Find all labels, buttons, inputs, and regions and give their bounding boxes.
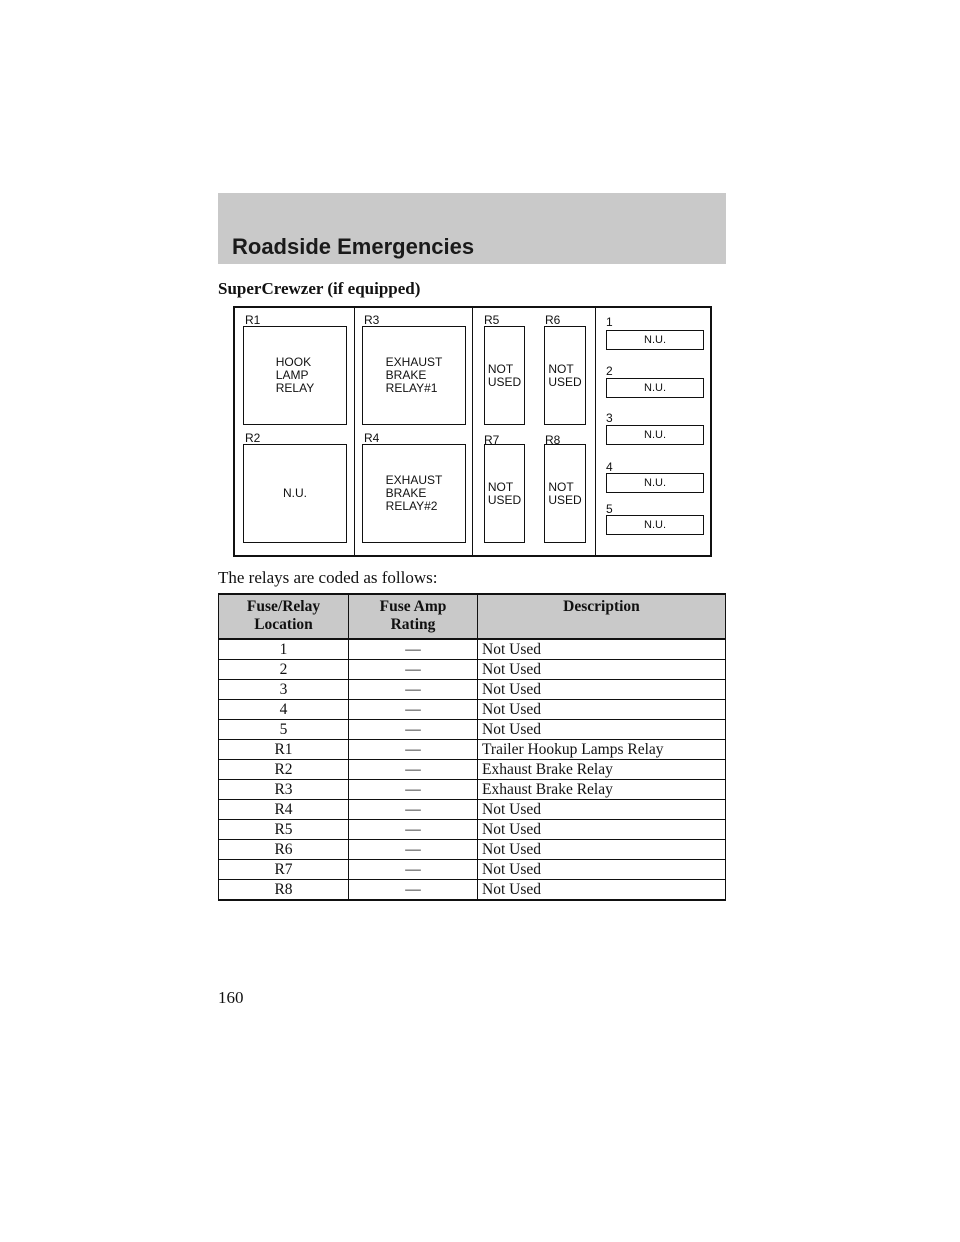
cell-location: R1 <box>219 740 349 760</box>
cell-amp: — <box>349 800 478 820</box>
relay-r1-text: HOOK LAMP RELAY <box>275 355 315 395</box>
fuse-number-5: 5 <box>606 502 613 516</box>
table-row <box>219 720 726 740</box>
cell-amp: — <box>349 680 478 700</box>
table-row <box>219 760 726 780</box>
relay-r3 <box>362 326 466 425</box>
cell-location: R6 <box>219 840 349 860</box>
table-row <box>219 780 726 800</box>
cell-location: 2 <box>219 660 349 680</box>
relay-r8 <box>544 444 586 543</box>
table-row <box>219 740 726 760</box>
diagram-divider-3 <box>595 308 596 555</box>
relay-r3-text: EXHAUST BRAKE RELAY#1 <box>385 355 443 395</box>
relay-r5 <box>484 326 525 425</box>
relay-label-r5: R5 <box>484 313 500 327</box>
cell-location: R7 <box>219 860 349 880</box>
table-row <box>219 800 726 820</box>
cell-amp: — <box>349 700 478 720</box>
relay-label-r6: R6 <box>545 313 561 327</box>
table-row <box>219 880 726 901</box>
cell-description: Exhaust Brake Relay <box>478 760 726 780</box>
relay-r7 <box>484 444 525 543</box>
relay-label-r1: R1 <box>245 313 261 327</box>
relay-label-r8: R8 <box>545 433 561 447</box>
cell-description: Not Used <box>478 820 726 840</box>
cell-location: R8 <box>219 880 349 901</box>
cell-amp: — <box>349 720 478 740</box>
relay-r1 <box>243 326 347 425</box>
relay-label-r7: R7 <box>484 433 500 447</box>
relay-label-r4: R4 <box>364 431 380 445</box>
fuse-5: N.U. <box>606 515 704 535</box>
table-row <box>219 639 726 660</box>
cell-description: Not Used <box>478 880 726 901</box>
page-header-title: Roadside Emergencies <box>232 234 475 259</box>
relay-r2-text: N.U. <box>283 486 307 500</box>
cell-description: Not Used <box>478 860 726 880</box>
fuse-number-1: 1 <box>606 315 613 329</box>
cell-amp: — <box>349 639 478 660</box>
table-row <box>219 680 726 700</box>
relay-r2 <box>243 444 347 543</box>
cell-description: Not Used <box>478 700 726 720</box>
cell-location: 3 <box>219 680 349 700</box>
cell-description: Trailer Hookup Lamps Relay <box>478 740 726 760</box>
fuse-number-4: 4 <box>606 460 613 474</box>
cell-location: 1 <box>219 639 349 660</box>
section-title: SuperCrewzer (if equipped) <box>218 279 421 298</box>
fuse-number-3: 3 <box>606 411 613 425</box>
table-row <box>219 840 726 860</box>
cell-amp: — <box>349 840 478 860</box>
cell-description: Not Used <box>478 800 726 820</box>
relay-label-r2: R2 <box>245 431 261 445</box>
relay-r7-text: NOT USED <box>487 479 522 507</box>
cell-location: R4 <box>219 800 349 820</box>
diagram-divider-2 <box>472 308 473 555</box>
relay-r5-text: NOT USED <box>487 361 522 389</box>
cell-amp: — <box>349 860 478 880</box>
table-row <box>219 700 726 720</box>
cell-description: Not Used <box>478 720 726 740</box>
fuse-4: N.U. <box>606 473 704 493</box>
relay-table <box>218 593 726 901</box>
cell-location: 4 <box>219 700 349 720</box>
cell-description: Not Used <box>478 639 726 660</box>
relay-r6-text: NOT USED <box>548 361 582 389</box>
fuse-3: N.U. <box>606 425 704 445</box>
cell-amp: — <box>349 880 478 901</box>
cell-location: R3 <box>219 780 349 800</box>
table-row <box>219 660 726 680</box>
header-description: Description <box>478 594 726 639</box>
fuse-1: N.U. <box>606 330 704 350</box>
diagram-divider-1 <box>354 308 355 555</box>
cell-description: Not Used <box>478 680 726 700</box>
header-amp-rating: Fuse Amp Rating <box>349 594 478 639</box>
intro-text: The relays are coded as follows: <box>218 568 438 587</box>
fuse-2: N.U. <box>606 378 704 398</box>
cell-location: R2 <box>219 760 349 780</box>
cell-location: R5 <box>219 820 349 840</box>
cell-amp: — <box>349 780 478 800</box>
page-number: 160 <box>218 988 244 1007</box>
table-row <box>219 860 726 880</box>
cell-amp: — <box>349 760 478 780</box>
relay-r4 <box>362 444 466 543</box>
cell-description: Not Used <box>478 840 726 860</box>
table-header-row <box>219 594 726 639</box>
header-location: Fuse/Relay Location <box>219 594 349 639</box>
cell-description: Exhaust Brake Relay <box>478 780 726 800</box>
relay-label-r3: R3 <box>364 313 380 327</box>
cell-amp: — <box>349 820 478 840</box>
cell-description: Not Used <box>478 660 726 680</box>
fuse-number-2: 2 <box>606 364 613 378</box>
cell-amp: — <box>349 740 478 760</box>
relay-box-diagram <box>233 306 712 557</box>
cell-amp: — <box>349 660 478 680</box>
table-row <box>219 820 726 840</box>
relay-r4-text: EXHAUST BRAKE RELAY#2 <box>385 473 443 513</box>
relay-r8-text: NOT USED <box>548 479 582 507</box>
cell-location: 5 <box>219 720 349 740</box>
relay-r6 <box>544 326 586 425</box>
